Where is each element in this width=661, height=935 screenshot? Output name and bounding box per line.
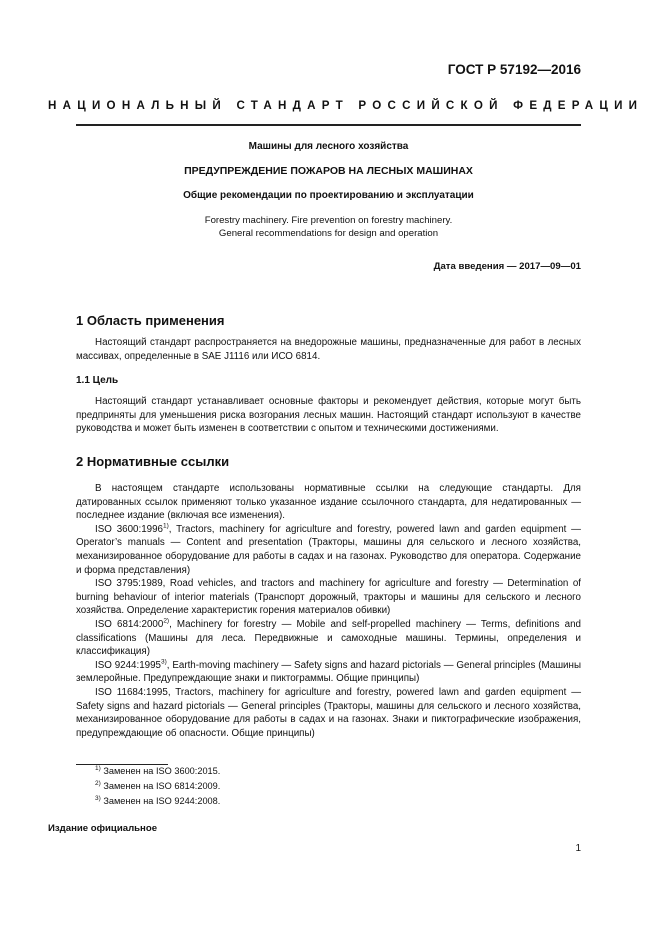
reference-5: ISO 11684:1995, Tractors, machinery for agriculture and forestry, powered lawn and garden equipment — Safety signs and hazard pictorials — General principles (Тракторы, машины для сельского и лесного хозяйства, механизированное оборудование для работы в садах и на газонах. Знаки и пиктографические изображения, предупреждающие об опасности. Общие принципы) (76, 686, 581, 739)
page-number: 1 (575, 843, 581, 854)
introduction-date: Дата введения — 2017—09—01 (433, 261, 581, 272)
section-2-heading: 2 Нормативные ссылки (76, 454, 230, 469)
section-2-text (76, 482, 581, 740)
footnote-1: $^{1)}$ Заменен на ISO 3600:2015. (95, 764, 221, 776)
title-line-2: ПРЕДУПРЕЖДЕНИЕ ПОЖАРОВ НА ЛЕСНЫХ МАШИНАХ (184, 165, 473, 177)
section-1-1-heading: 1.1 Цель (76, 375, 119, 386)
reference-4: ISO 9244:1995$^{3)}$, Earth-moving machinery — Safety signs and hazard pictorials — General principles (Машины землеройные. Предупреждающие знаки и пиктограммы. Общие принципы) (76, 658, 581, 685)
reference-2: ISO 3795:1989, Road vehicles, and tractors and machinery for agriculture and forestry — Determination of burning behaviour of interior materials (Транспорт дорожный, тракторы и машины для сельского и лесного хозяйства. Определение характеристик горения материалов обивки) (76, 578, 581, 617)
reference-1: ISO 3600:1996$^{1)}$, Tractors, machinery for agriculture and forestry, powered lawn and garden equipment — Operator’s manuals — Content and presentation (Тракторы, машины для сельского и лесного хозяйства, механизированное оборудование для работы в садах и на газонах. Руководство для оператора. Содержание и форма представления) (76, 522, 581, 576)
section-1-heading: 1 Область применения (76, 313, 225, 328)
title-line-1: Машины для лесного хозяйства (248, 141, 409, 152)
footnote-2: $^{2)}$ Заменен на ISO 6814:2009. (95, 779, 221, 791)
official-edition-label: Издание официальное (48, 823, 158, 834)
reference-3: ISO 6814:2000$^{2)}$, Machinery for forestry — Mobile and self-propelled machinery — Terms, definitions and classifications (Машины для леса. Передвижные и самоходные машины. Термины, определения и классификация) (76, 617, 581, 658)
title-line-3: Общие рекомендации по проектированию и эксплуатации (183, 190, 474, 201)
national-standard-banner: НАЦИОНАЛЬНЫЙ СТАНДАРТ РОССИЙСКОЙ ФЕДЕРАЦИИ (48, 99, 644, 112)
english-title-1: Forestry machinery. Fire prevention on forestry machinery. (204, 215, 453, 226)
footnote-3: $^{3)}$ Заменен на ISO 9244:2008. (95, 794, 221, 806)
header-rule (76, 124, 581, 126)
english-title-2: General recommendations for design and operation (218, 228, 439, 239)
footnote-rule (76, 764, 168, 765)
section-1-1-text: Настоящий стандарт устанавливает основные факторы и рекомендует действия, которые могут быть предприняты для уменьшения риска возгорания лесных машин. Настоящий стандарт используют в качестве руководства и может быть изменен в соответствии с опытом и техническими достижениями. (76, 396, 581, 435)
section-2-intro: В настоящем стандарте использованы нормативные ссылки на следующие стандарты. Для датированных ссылок применяют только указанное издание ссылочного стандарта, для недатированных — последнее издание (включая все изменения). (76, 483, 581, 522)
document-number: ГОСТ Р 57192—2016 (447, 62, 581, 77)
section-1-text: Настоящий стандарт распространяется на внедорожные машины, предназначенные для работ в лесных массивах, определенные в SAE J1116 или ИСО 6814. (76, 337, 581, 362)
